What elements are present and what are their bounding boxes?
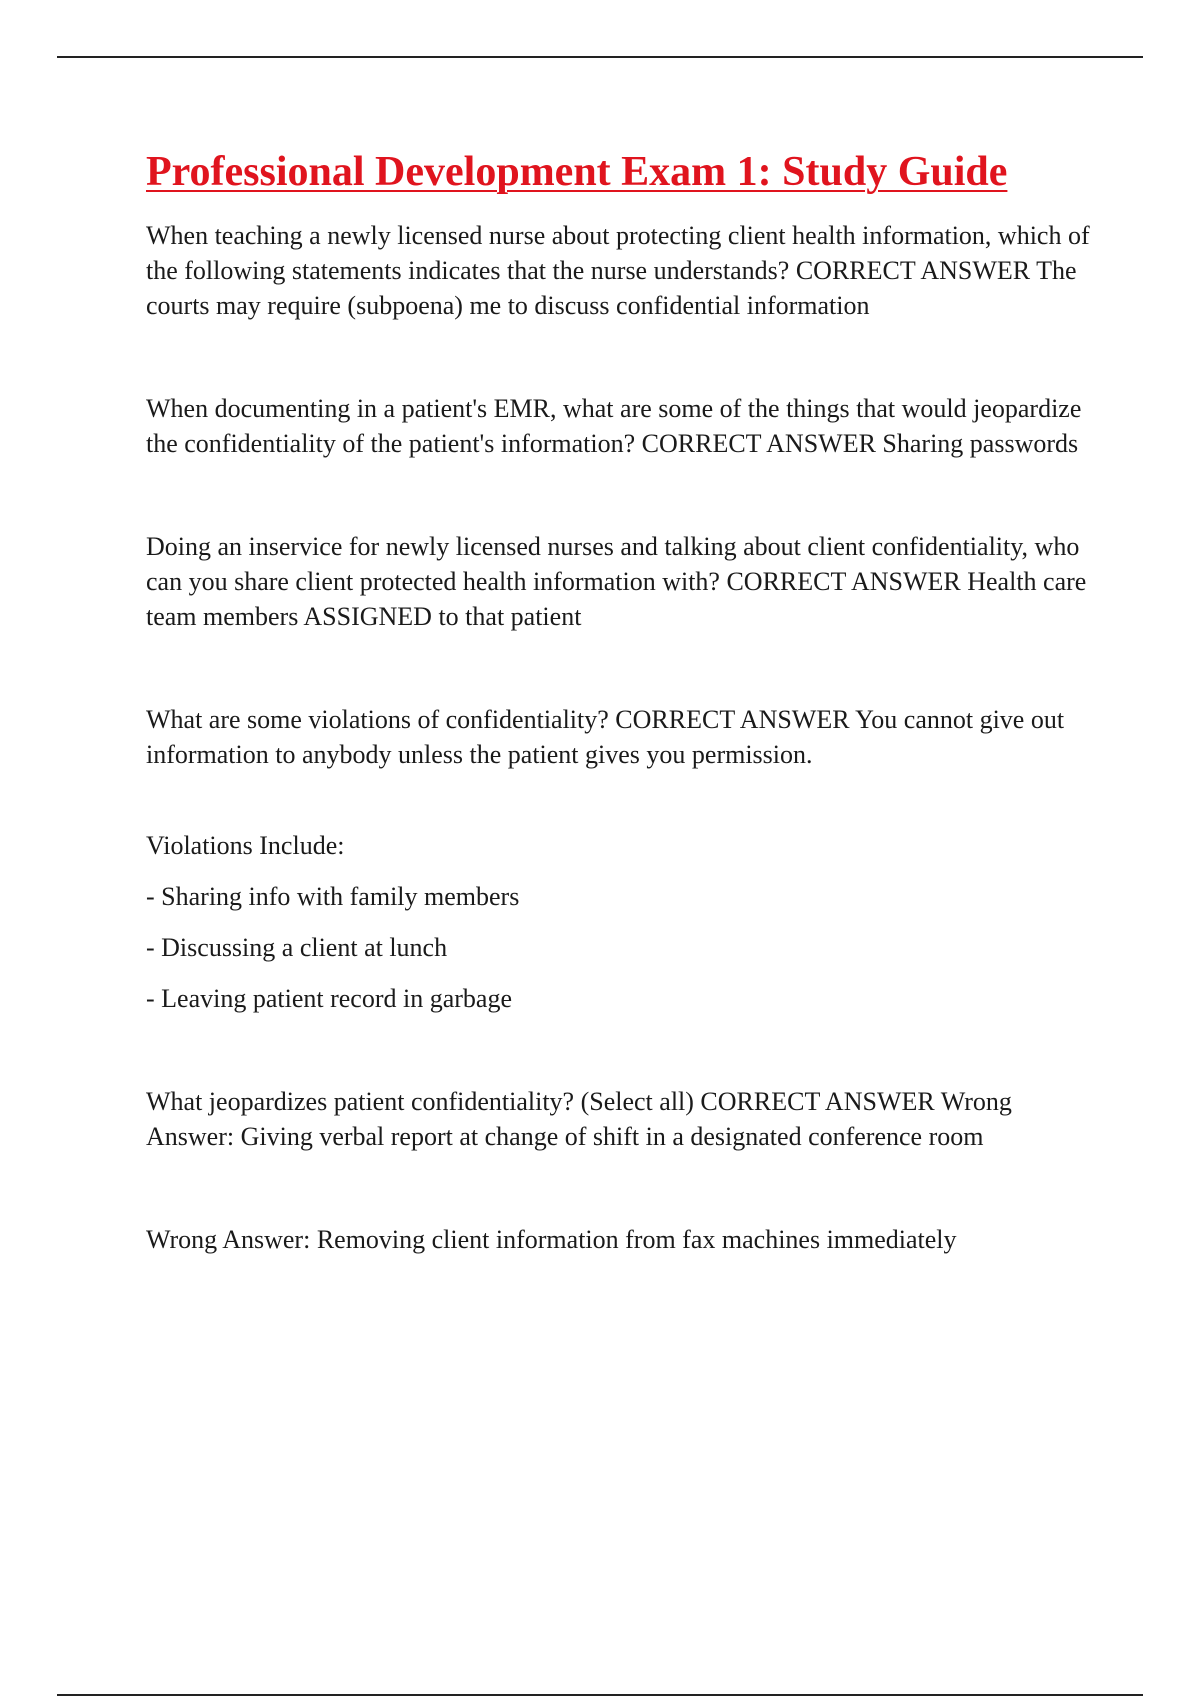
bottom-rule [57, 1694, 1143, 1696]
question-paragraph-1: When teaching a newly licensed nurse about protecting client health information, which of the following statements indicates that the nurse understands? CORRECT ANSWER The courts may require (subpoena) me to discuss confidential information [146, 221, 1090, 320]
spacer [146, 634, 1096, 702]
violation-item: - Leaving patient record in garbage [146, 984, 512, 1013]
spacer [146, 1154, 1096, 1222]
answer-paragraph-6: Wrong Answer: Removing client information from fax machines immediately [146, 1225, 957, 1254]
document-body [146, 146, 1096, 1257]
spacer [146, 323, 1096, 391]
question-paragraph-3: Doing an inservice for newly licensed nurses and talking about client confidentiality, who can you share client protected health information with? CORRECT ANSWER Health care team members ASSIGNED to that patient [146, 532, 1087, 631]
question-paragraph-2: When documenting in a patient's EMR, what are some of the things that would jeopardize the confidentiality of the patient's information? CORRECT ANSWER Sharing passwords [146, 394, 1082, 458]
question-paragraph-4: What are some violations of confidentiality? CORRECT ANSWER You cannot give out information to anybody unless the patient gives you permission. [146, 705, 1065, 769]
spacer [146, 772, 1096, 828]
violation-item: - Sharing info with family members [146, 882, 520, 911]
violations-heading: Violations Include: [146, 831, 345, 860]
spacer [146, 461, 1096, 529]
question-paragraph-5: What jeopardizes patient confidentiality? (Select all) CORRECT ANSWER Wrong Answer: Giving verbal report at change of shift in a designated conference room [146, 1087, 1012, 1151]
spacer [146, 1016, 1096, 1084]
violation-item: - Discussing a client at lunch [146, 933, 448, 962]
document-title: Professional Development Exam 1: Study Guide [146, 149, 1008, 195]
top-rule [57, 56, 1143, 58]
